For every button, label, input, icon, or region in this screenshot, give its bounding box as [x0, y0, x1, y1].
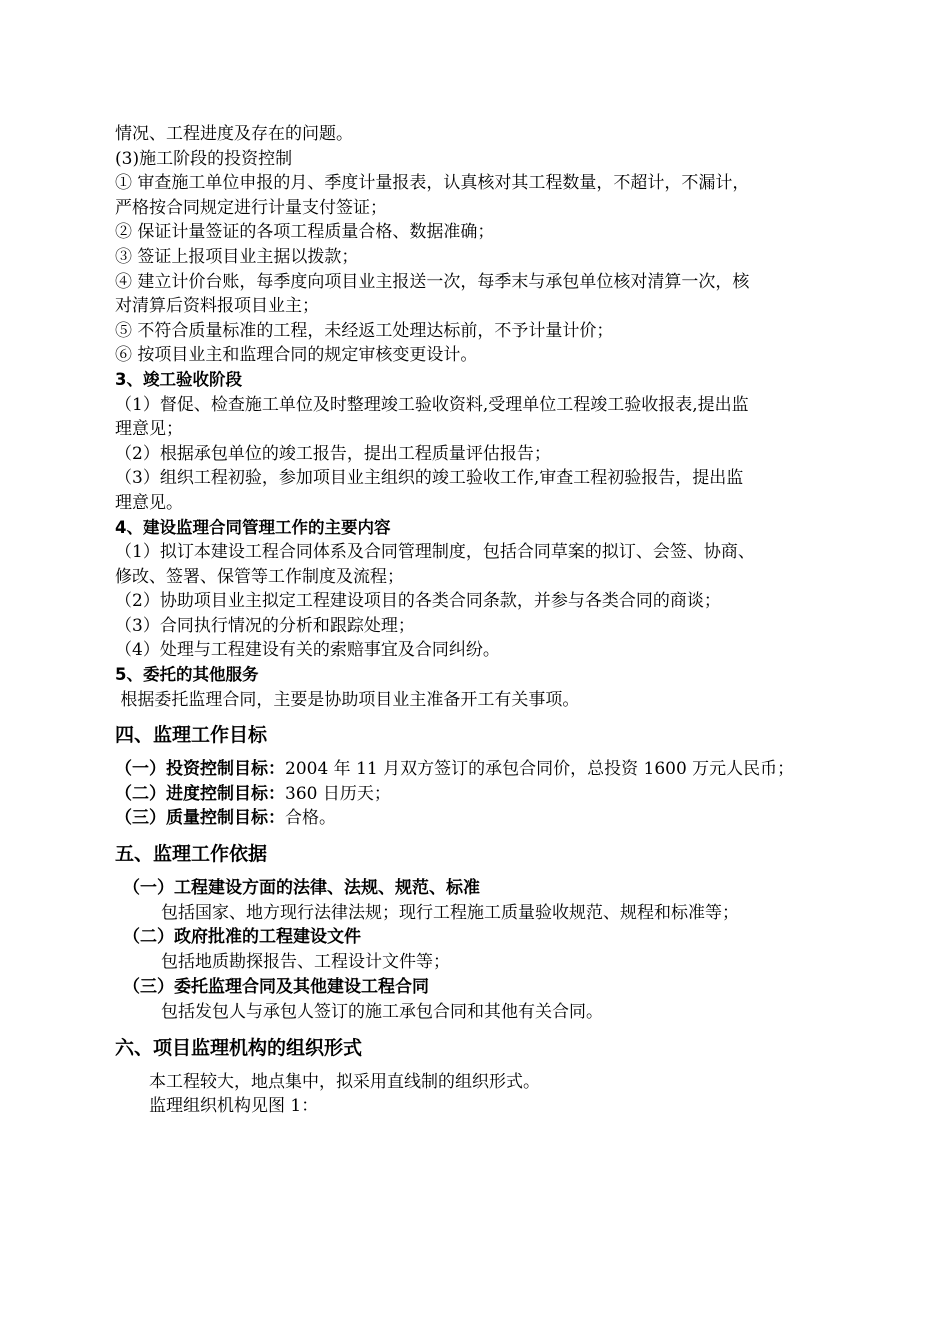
basis-item-title: （一）工程建设方面的法律、法规、规范、标准: [123, 877, 480, 898]
paragraph-line: ⑥ 按项目业主和监理合同的规定审核变更设计。: [115, 345, 478, 366]
goal-label: （一）投资控制目标：: [115, 759, 285, 780]
completion-acceptance-block: [115, 368, 840, 516]
paragraph-line: （3）组织工程初验，参加项目业主组织的竣工验收工作,审查工程初验报告，提出监: [115, 468, 744, 489]
contract-management-block: [115, 516, 840, 664]
goal-value: 合格。: [285, 808, 336, 829]
goal-label: （三）质量控制目标：: [115, 808, 285, 829]
paragraph-line: ③ 签证上报项目业主据以拨款；: [115, 246, 359, 267]
paragraph-line: 理意见；: [115, 419, 183, 440]
paragraph-line: （2）根据承包单位的竣工报告，提出工程质量评估报告；: [115, 443, 551, 464]
paragraph-line: 监理组织机构见图 1：: [149, 1096, 319, 1117]
paragraph-line: 理意见。: [115, 492, 183, 513]
basis-item-detail: 包括地质勘探报告、工程设计文件等；: [161, 952, 450, 973]
paragraph-line: (3)施工阶段的投资控制: [115, 148, 293, 169]
paragraph-line: 情况、工程进度及存在的问题。: [115, 124, 353, 144]
subsection-heading: 4、建设监理合同管理工作的主要内容: [115, 517, 391, 537]
goal-value: 2004 年 11 月双方签订的承包合同价，总投资 1600 万元人民币；: [285, 759, 795, 780]
work-basis-section: [115, 840, 840, 1025]
other-services-block: [115, 663, 840, 712]
goal-label: （二）进度控制目标：: [115, 783, 285, 804]
paragraph-line: ① 审查施工单位申报的月、季度计量报表，认真核对其工程数量，不超计，不漏计，: [115, 173, 750, 194]
paragraph-line: 根据委托监理合同，主要是协助项目业主准备开工有关事项。: [115, 689, 580, 710]
basis-item-detail: 包括国家、地方现行法律法规；现行工程施工质量验收规范、规程和标准等；: [161, 902, 739, 923]
paragraph-line: （1）督促、检查施工单位及时整理竣工验收资料,受理单位工程竣工验收报表,提出监: [115, 394, 749, 415]
subsection-heading: 3、竣工验收阶段: [115, 369, 242, 389]
goal-line: [115, 757, 840, 782]
paragraph-line: ④ 建立计价台账，每季度向项目业主报送一次，每季末与承包单位核对清算一次，核: [115, 271, 750, 292]
paragraph-line: ② 保证计量签证的各项工程质量合格、数据准确；: [115, 222, 495, 243]
paragraph-line: （2）协助项目业主拟定工程建设项目的各类合同条款，并参与各类合同的商谈；: [115, 591, 721, 612]
subsection-heading: 5、委托的其他服务: [115, 665, 259, 685]
investment-control-block: [115, 122, 840, 368]
paragraph-line: 修改、签署、保管等工作制度及流程；: [115, 566, 404, 587]
basis-item-detail: 包括发包人与承包人签订的施工承包合同和其他有关合同。: [161, 1001, 603, 1022]
paragraph-line: （3）合同执行情况的分析和跟踪处理；: [115, 615, 415, 636]
goal-line: [115, 782, 840, 807]
document-page: [115, 122, 840, 1119]
section-heading: 五、监理工作依据: [115, 842, 268, 865]
goal-line: [115, 806, 840, 831]
section-heading: 六、项目监理机构的组织形式: [115, 1036, 363, 1059]
paragraph-line: 本工程较大，地点集中，拟采用直线制的组织形式。: [149, 1071, 540, 1092]
goal-value: 360 日历天；: [285, 783, 391, 804]
paragraph-line: 对清算后资料报项目业主；: [115, 296, 319, 317]
basis-item-title: （二）政府批准的工程建设文件: [123, 927, 361, 948]
work-goals-section: [115, 721, 840, 831]
paragraph-line: ⑤ 不符合质量标准的工程，未经返工处理达标前，不予计量计价；: [115, 320, 614, 341]
section-heading: 四、监理工作目标: [115, 724, 268, 747]
organization-form-section: [115, 1034, 840, 1119]
paragraph-line: 严格按合同规定进行计量支付签证；: [115, 197, 387, 218]
paragraph-line: （4）处理与工程建设有关的索赔事宜及合同纠纷。: [115, 640, 500, 661]
paragraph-line: （1）拟订本建设工程合同体系及合同管理制度，包括合同草案的拟订、会签、协商、: [115, 542, 755, 563]
basis-item-title: （三）委托监理合同及其他建设工程合同: [123, 976, 429, 997]
